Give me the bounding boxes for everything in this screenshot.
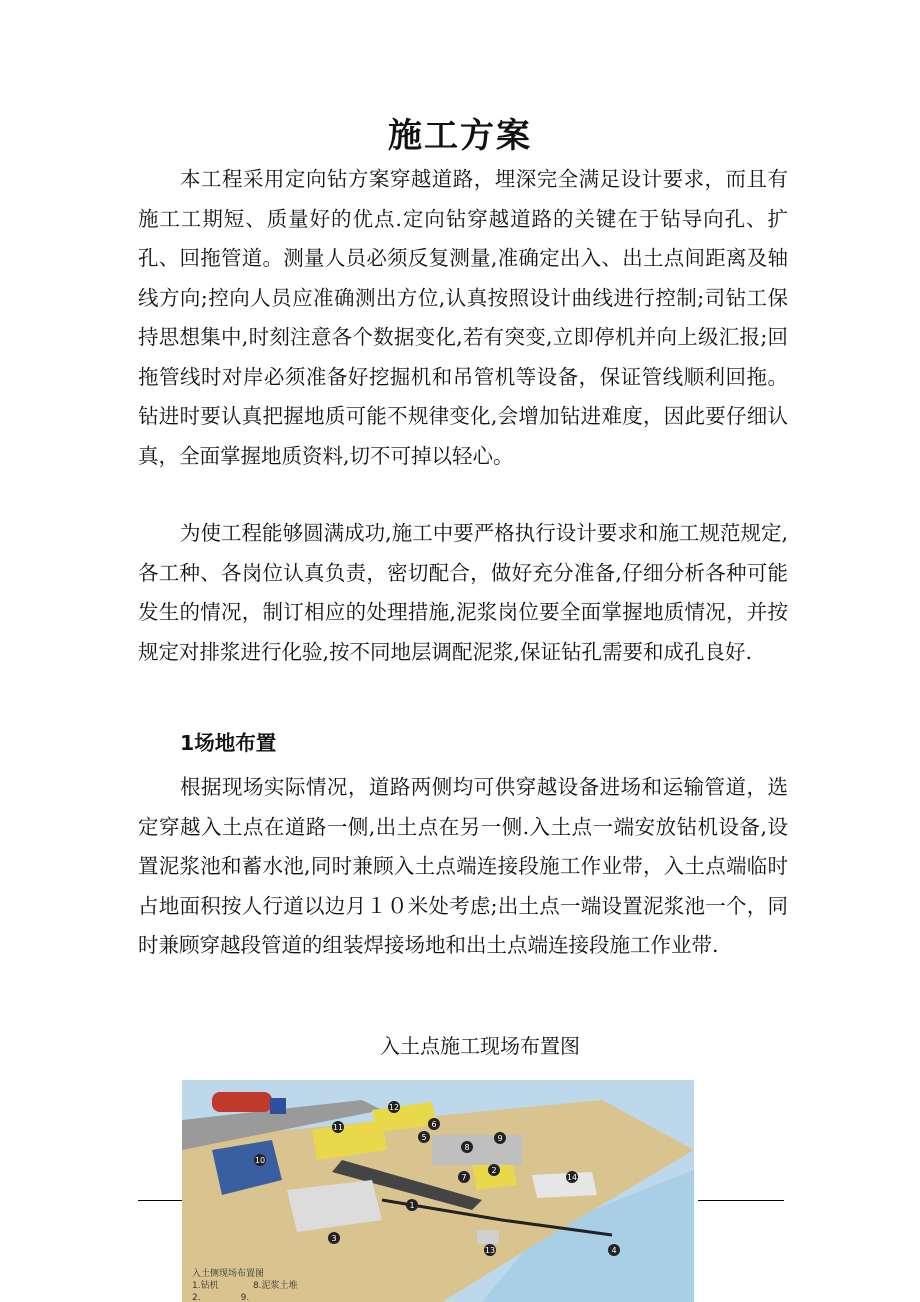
marker-10: 10 xyxy=(254,1156,266,1165)
marker-2: 2 xyxy=(491,1166,497,1175)
divider-right xyxy=(698,1200,784,1201)
marker-4: 4 xyxy=(611,1246,617,1255)
figure-legend xyxy=(192,1268,298,1302)
section-heading-site-layout: 1场地布置 xyxy=(180,731,277,755)
marker-14: 14 xyxy=(566,1173,578,1182)
marker-5: 5 xyxy=(421,1133,427,1142)
marker-3: 3 xyxy=(331,1234,337,1243)
figure-legend-item: 9. xyxy=(240,1293,250,1302)
figure-caption: 入土点施工现场布置图 xyxy=(380,1034,580,1058)
divider-left xyxy=(138,1200,182,1201)
marker-8: 8 xyxy=(464,1143,470,1152)
site-layout-figure xyxy=(182,1080,694,1302)
paragraph-site-layout: 根据现场实际情况，道路两侧均可供穿越设备进场和运输管道，选定穿越入土点在道路一侧,出土点在另一侧.入土点一端安放钻机设备,设置泥浆池和蓄水池,同时兼顾入土点端连接段施工作业带，入土点端临时占地面积按人行道以边月１０米处考虑;出土点一端设置泥浆池一个，同时兼顾穿越段管道的组装焊接场地和出土点端连接段施工作业带. xyxy=(138,775,788,957)
marker-12: 12 xyxy=(388,1103,400,1112)
marker-11: 11 xyxy=(332,1123,344,1132)
page-title: 施工方案 xyxy=(388,116,532,156)
figure-legend-item: 8.泥浆土堆 xyxy=(252,1281,298,1291)
figure-legend-title: 入土侧现场布置图 xyxy=(192,1269,265,1279)
marker-6: 6 xyxy=(431,1120,437,1129)
figure-legend-item: 2. xyxy=(192,1293,201,1302)
marker-9: 9 xyxy=(497,1134,503,1143)
paragraph-intro: 本工程采用定向钻方案穿越道路，埋深完全满足设计要求，而且有施工工期短、质量好的优点.定向钻穿越道路的关键在于钻导向孔、扩孔、回拖管道。测量人员必须反复测量,准确定出入、出土点间距离及轴线方向;控向人员应准确测出方位,认真按照设计曲线进行控制;司钻工保持思想集中,时刻注意各个数据变化,若有突变,立即停机并向上级汇报;回拖管线时对岸必须准备好挖掘机和吊管机等设备，保证管线顺利回拖。钻进时要认真把握地质可能不规律变化,会增加钻进难度，因此要仔细认真，全面掌握地质资料,切不可掉以轻心。 xyxy=(138,167,788,468)
marker-7: 7 xyxy=(461,1173,467,1182)
figure-legend-item: 1.钻机 xyxy=(192,1281,219,1291)
marker-1: 1 xyxy=(409,1201,415,1210)
marker-13: 13 xyxy=(484,1246,496,1255)
paragraph-requirements: 为使工程能够圆满成功,施工中要严格执行设计要求和施工规范规定,各工种、各岗位认真负责，密切配合，做好充分准备,仔细分析各种可能发生的情况，制订相应的处理措施,泥浆岗位要全面掌握地质情况，并按规定对排浆进行化验,按不同地层调配泥浆,保证钻孔需要和成孔良好. xyxy=(138,521,788,664)
